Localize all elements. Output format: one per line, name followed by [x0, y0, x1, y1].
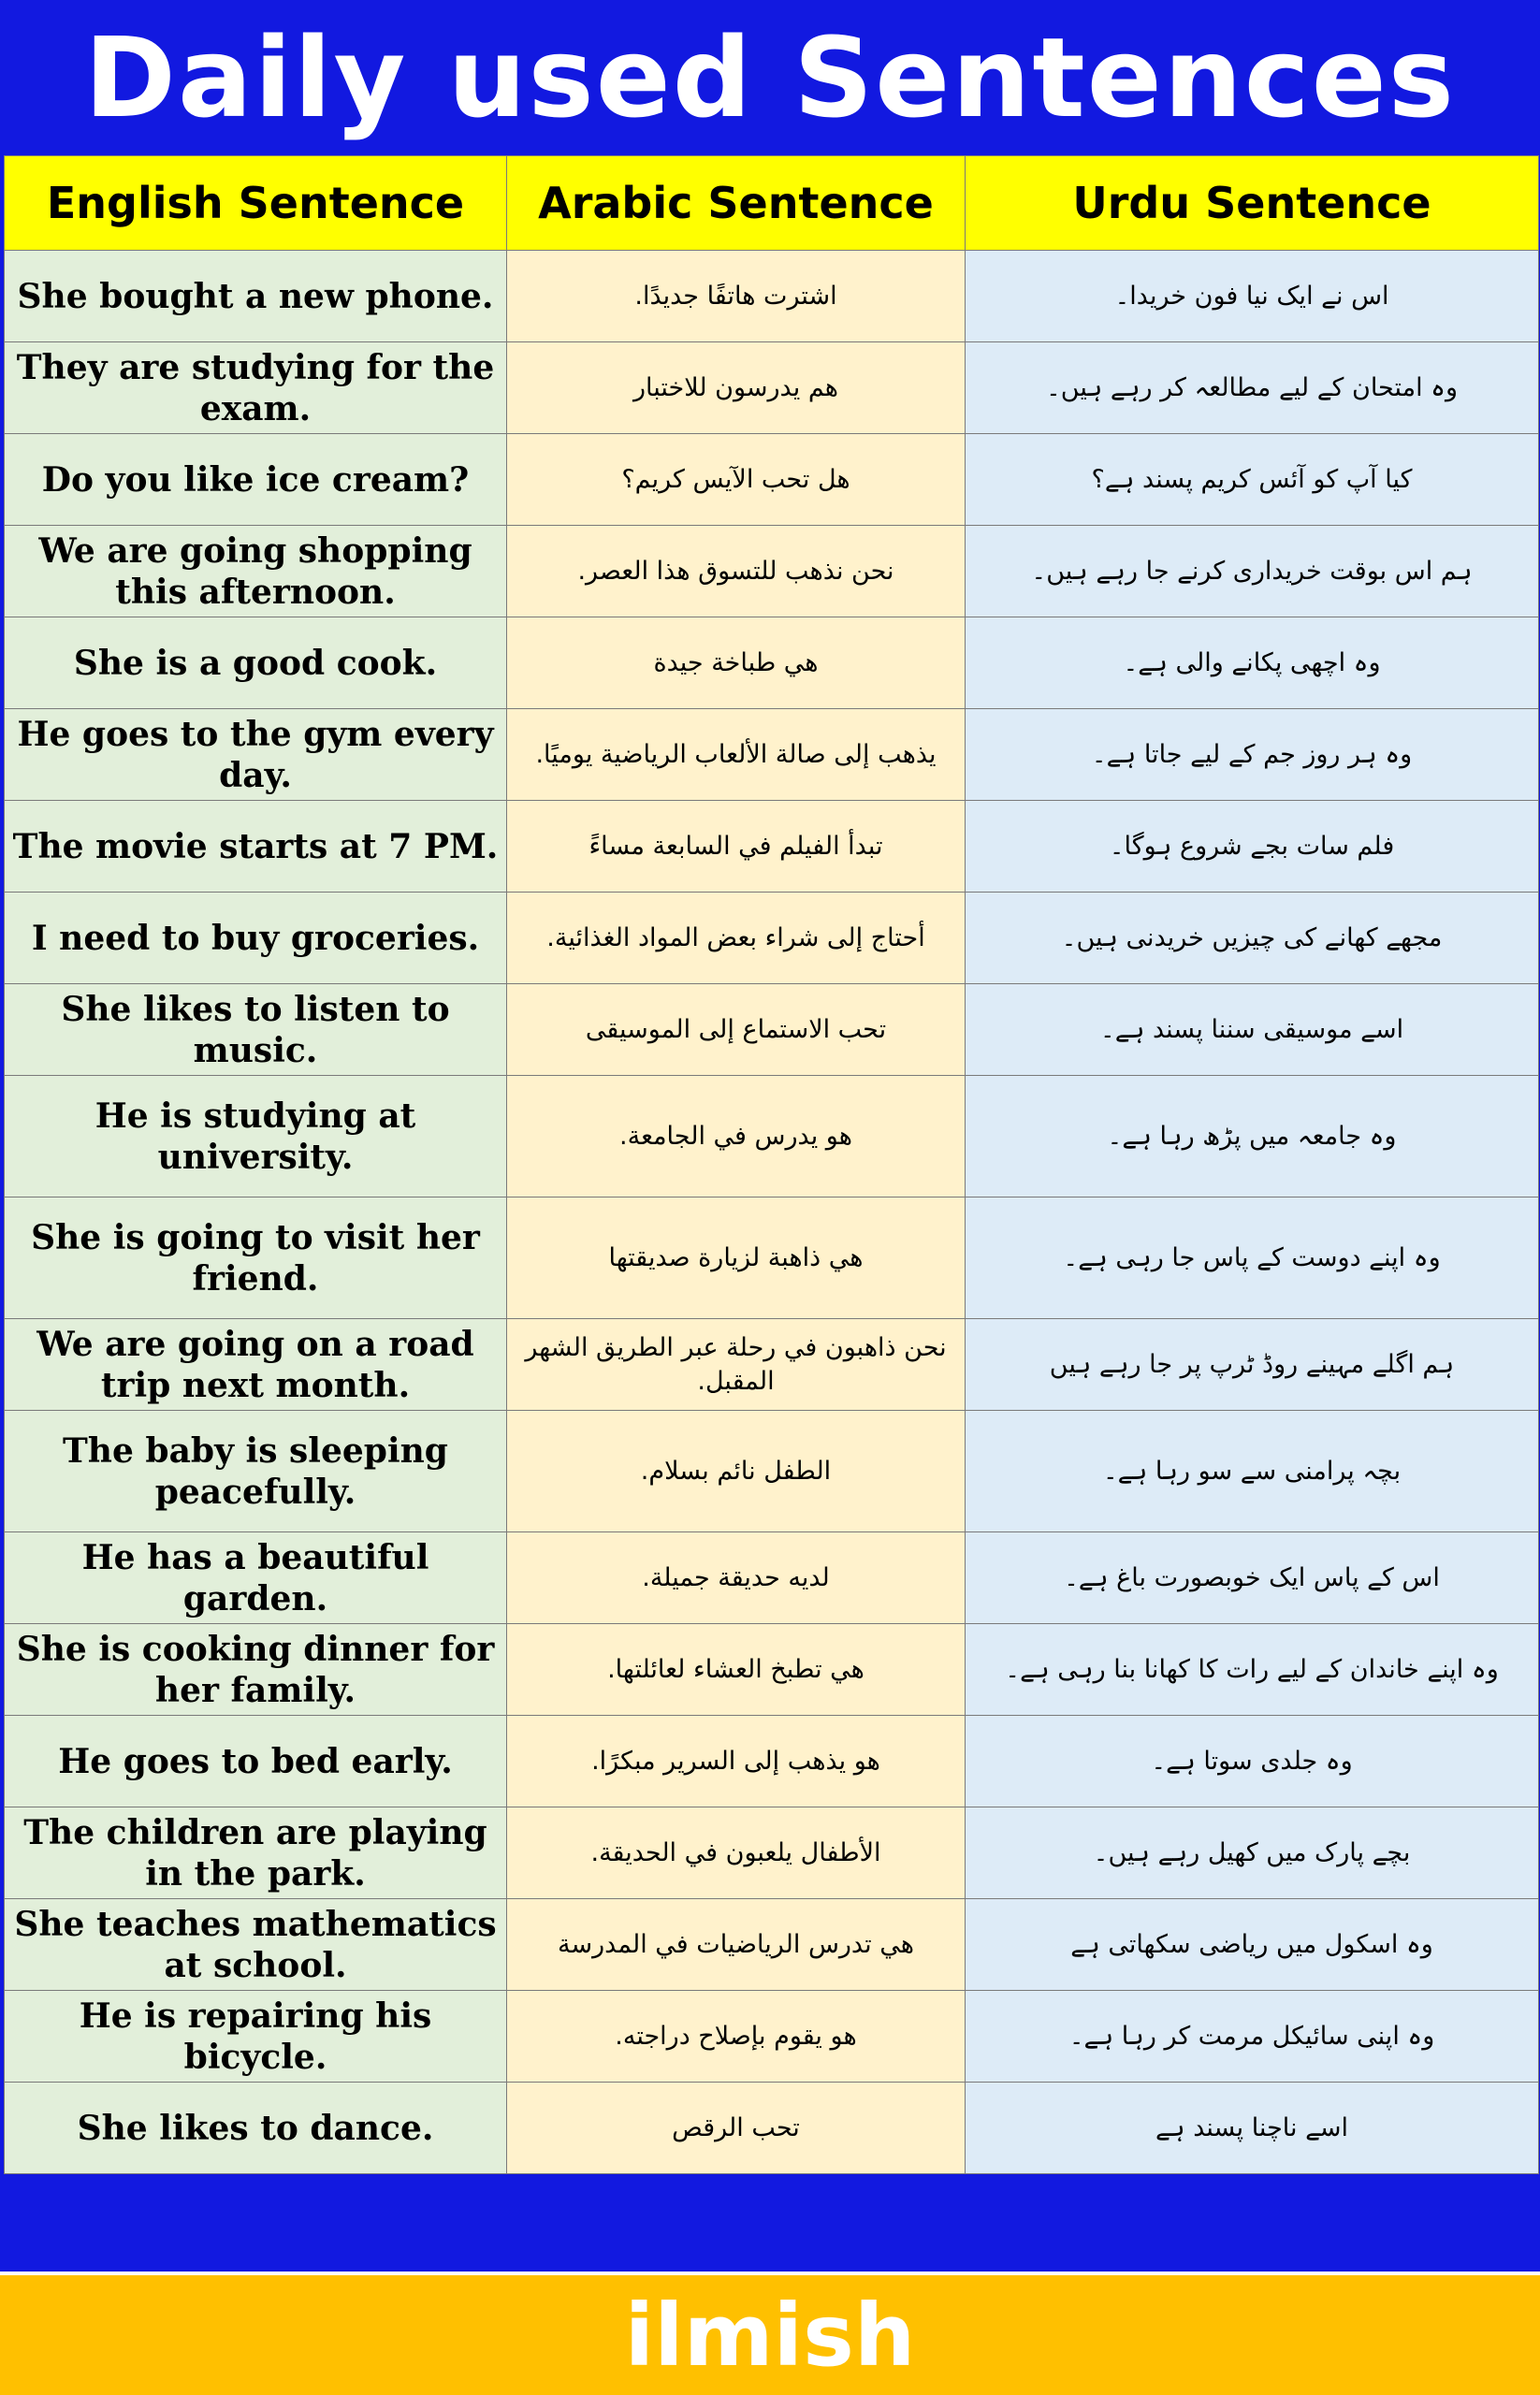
urdu-sentence: اسے موسیقی سننا پسند ہے۔	[966, 984, 1539, 1076]
table-row	[5, 709, 1539, 801]
urdu-sentence: وہ ہر روز جم کے لیے جاتا ہے۔	[966, 709, 1539, 801]
table-row	[5, 342, 1539, 434]
arabic-sentence: هو يقوم بإصلاح دراجته.	[507, 1991, 966, 2083]
table-row	[5, 1198, 1539, 1319]
english-sentence: He goes to the gym every day.	[5, 709, 507, 801]
english-sentence: Do you like ice cream?	[5, 434, 507, 526]
english-sentence: She teaches mathematics at school.	[5, 1899, 507, 1991]
arabic-sentence: هل تحب الآيس كريم؟	[507, 434, 966, 526]
urdu-sentence: وہ اپنے خاندان کے لیے رات کا کھانا بنا رہی ہے۔	[966, 1624, 1539, 1716]
table-row	[5, 893, 1539, 984]
urdu-sentence: اس نے ایک نیا فون خریدا۔	[966, 251, 1539, 342]
urdu-sentence: اسے ناچنا پسند ہے	[966, 2083, 1539, 2174]
urdu-sentence: ہم اس بوقت خریداری کرنے جا رہے ہیں۔	[966, 526, 1539, 617]
arabic-column-header: Arabic Sentence	[507, 156, 966, 251]
urdu-sentence: وہ اپنی سائیکل مرمت کر رہا ہے۔	[966, 1991, 1539, 2083]
urdu-sentence: وہ اپنے دوست کے پاس جا رہی ہے۔	[966, 1198, 1539, 1319]
urdu-sentence: کیا آپ کو آئس کریم پسند ہے؟	[966, 434, 1539, 526]
arabic-sentence: لديه حديقة جميلة.	[507, 1532, 966, 1624]
table-row	[5, 526, 1539, 617]
brand-footer: ilmish	[0, 2275, 1540, 2395]
table-row	[5, 984, 1539, 1076]
table-row	[5, 1076, 1539, 1198]
page-title: Daily used Sentences	[84, 13, 1456, 142]
arabic-sentence: نحن ذاهبون في رحلة عبر الطريق الشهر المقبل.	[507, 1319, 966, 1411]
table-row	[5, 434, 1539, 526]
arabic-sentence: تحب الاستماع إلى الموسيقى	[507, 984, 966, 1076]
table-row	[5, 2083, 1539, 2174]
sentences-table	[4, 155, 1539, 2174]
table-row	[5, 801, 1539, 893]
arabic-sentence: هو يدرس في الجامعة.	[507, 1076, 966, 1198]
arabic-sentence: الأطفال يلعبون في الحديقة.	[507, 1807, 966, 1899]
english-sentence: She is going to visit her friend.	[5, 1198, 507, 1319]
arabic-sentence: اشترت هاتفًا جديدًا.	[507, 251, 966, 342]
arabic-sentence: تبدأ الفيلم في السابعة مساءً	[507, 801, 966, 893]
urdu-sentence: وہ جامعہ میں پڑھ رہا ہے۔	[966, 1076, 1539, 1198]
english-sentence: She is cooking dinner for her family.	[5, 1624, 507, 1716]
english-sentence: The movie starts at 7 PM.	[5, 801, 507, 893]
english-sentence: She likes to listen to music.	[5, 984, 507, 1076]
english-sentence: She is a good cook.	[5, 617, 507, 709]
urdu-sentence: فلم سات بجے شروع ہوگا۔	[966, 801, 1539, 893]
english-sentence: He has a beautiful garden.	[5, 1532, 507, 1624]
english-sentence: He is repairing his bicycle.	[5, 1991, 507, 2083]
urdu-sentence: وہ جلدی سوتا ہے۔	[966, 1716, 1539, 1807]
urdu-sentence: وہ اسکول میں ریاضی سکھاتی ہے	[966, 1899, 1539, 1991]
urdu-sentence: ہم اگلے مہینے روڈ ٹرپ پر جا رہے ہیں	[966, 1319, 1539, 1411]
urdu-sentence: مجھے کھانے کی چیزیں خریدنی ہیں۔	[966, 893, 1539, 984]
arabic-sentence: الطفل نائم بسلام.	[507, 1411, 966, 1532]
urdu-column-header: Urdu Sentence	[966, 156, 1539, 251]
english-sentence: We are going on a road trip next month.	[5, 1319, 507, 1411]
table-row	[5, 1532, 1539, 1624]
arabic-sentence: هي تدرس الرياضيات في المدرسة	[507, 1899, 966, 1991]
arabic-sentence: هي تطبخ العشاء لعائلتها.	[507, 1624, 966, 1716]
table-row	[5, 1624, 1539, 1716]
table-row	[5, 1899, 1539, 1991]
urdu-sentence: بچہ پرامنی سے سو رہا ہے۔	[966, 1411, 1539, 1532]
urdu-sentence: وہ اچھی پکانے والی ہے۔	[966, 617, 1539, 709]
english-column-header: English Sentence	[5, 156, 507, 251]
urdu-sentence: بچے پارک میں کھیل رہے ہیں۔	[966, 1807, 1539, 1899]
table-row	[5, 251, 1539, 342]
english-sentence: They are studying for the exam.	[5, 342, 507, 434]
table-header-row	[5, 156, 1539, 251]
english-sentence: I need to buy groceries.	[5, 893, 507, 984]
table-row	[5, 617, 1539, 709]
arabic-sentence: نحن نذهب للتسوق هذا العصر.	[507, 526, 966, 617]
english-sentence: She bought a new phone.	[5, 251, 507, 342]
table-row	[5, 1991, 1539, 2083]
english-sentence: He goes to bed early.	[5, 1716, 507, 1807]
table-row	[5, 1319, 1539, 1411]
urdu-sentence: وہ امتحان کے لیے مطالعہ کر رہے ہیں۔	[966, 342, 1539, 434]
arabic-sentence: أحتاج إلى شراء بعض المواد الغذائية.	[507, 893, 966, 984]
english-sentence: He is studying at university.	[5, 1076, 507, 1198]
table-row	[5, 1716, 1539, 1807]
arabic-sentence: هي ذاهبة لزيارة صديقتها	[507, 1198, 966, 1319]
english-sentence: The baby is sleeping peacefully.	[5, 1411, 507, 1532]
arabic-sentence: هي طباخة جيدة	[507, 617, 966, 709]
english-sentence: She likes to dance.	[5, 2083, 507, 2174]
english-sentence: The children are playing in the park.	[5, 1807, 507, 1899]
table-row	[5, 1807, 1539, 1899]
arabic-sentence: هم يدرسون للاختبار	[507, 342, 966, 434]
arabic-sentence: يذهب إلى صالة الألعاب الرياضية يوميًا.	[507, 709, 966, 801]
english-sentence: We are going shopping this afternoon.	[5, 526, 507, 617]
arabic-sentence: هو يذهب إلى السرير مبكرًا.	[507, 1716, 966, 1807]
urdu-sentence: اس کے پاس ایک خوبصورت باغ ہے۔	[966, 1532, 1539, 1624]
table-row	[5, 1411, 1539, 1532]
arabic-sentence: تحب الرقص	[507, 2083, 966, 2174]
